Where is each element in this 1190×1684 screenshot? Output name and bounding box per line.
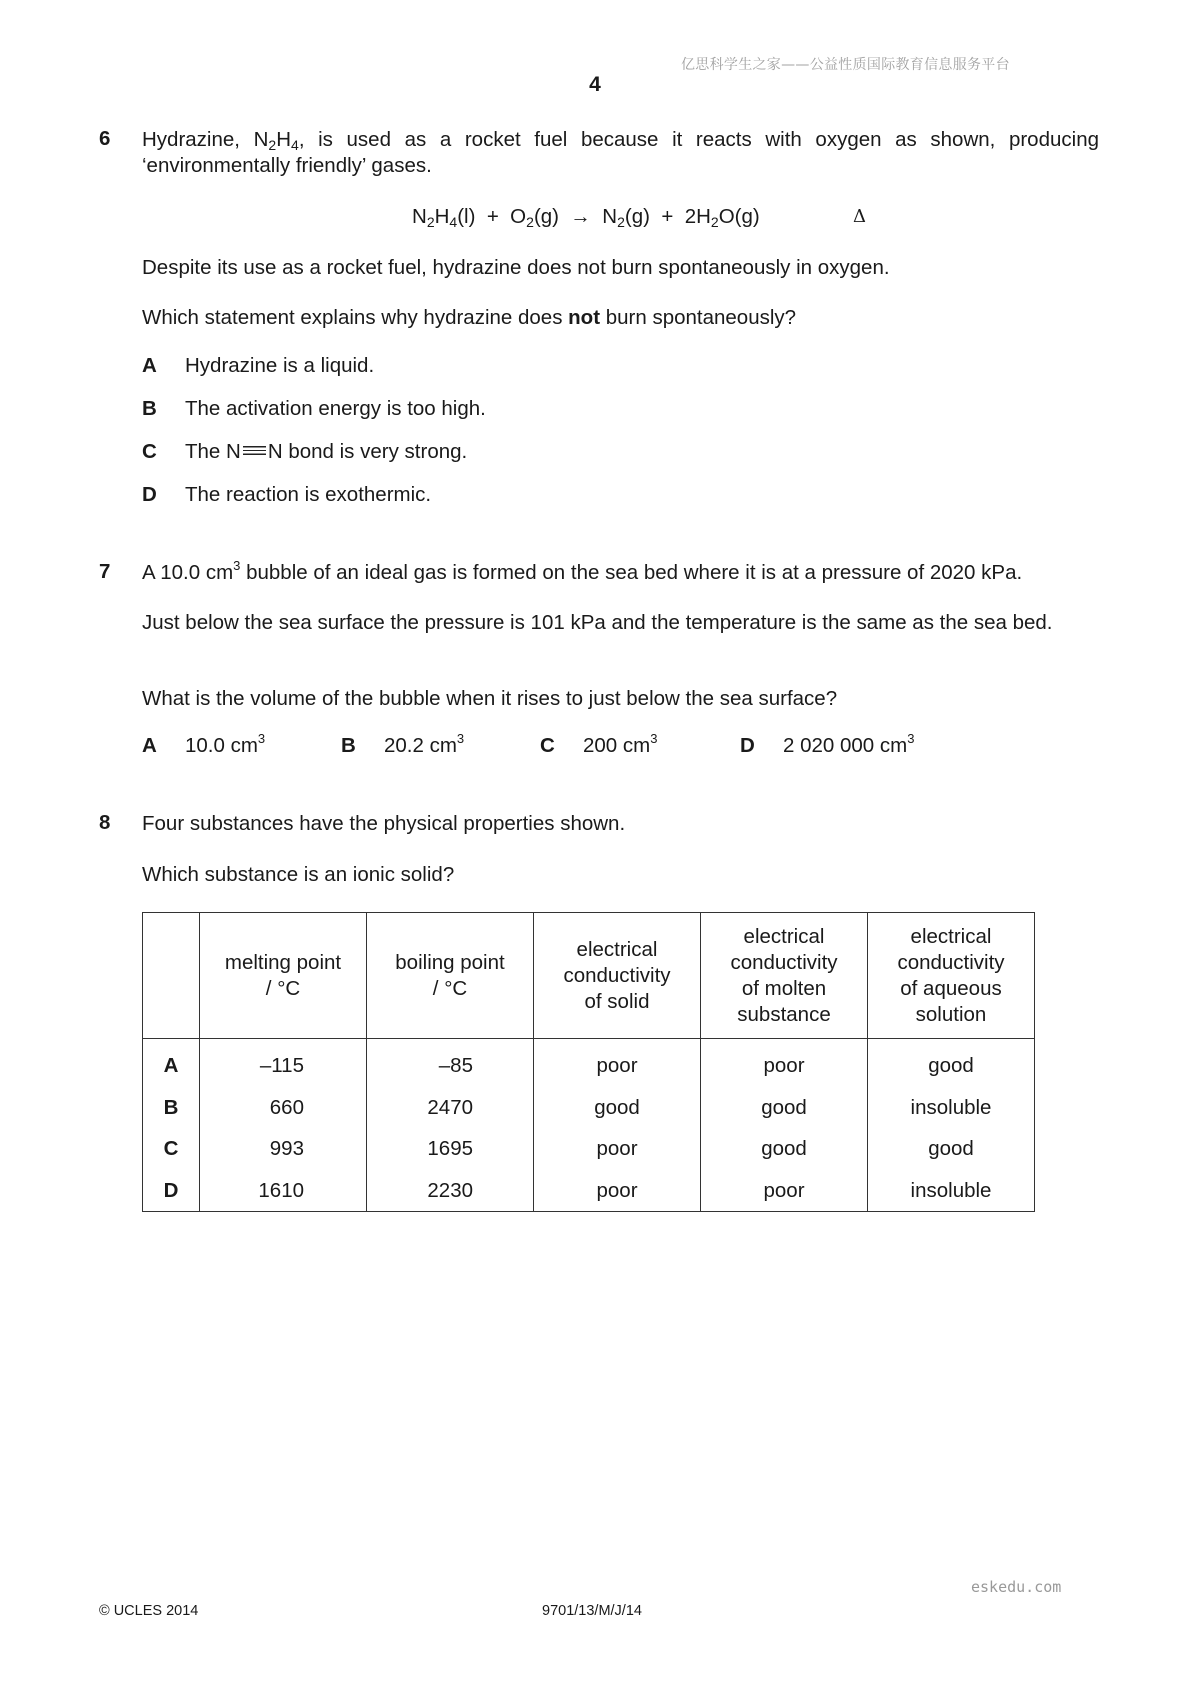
table-header-melting-point: melting point / °C: [200, 913, 367, 1039]
cell-boiling-point: 2230: [367, 1170, 534, 1212]
cell-conductivity-molten: poor: [701, 1039, 868, 1087]
option-d[interactable]: [142, 482, 431, 508]
cell-conductivity-solid: poor: [534, 1128, 701, 1170]
option-text: The activation energy is too high.: [185, 397, 486, 420]
option-letter: A: [142, 734, 157, 757]
cell-conductivity-molten: good: [701, 1128, 868, 1170]
question-8-stem: Four substances have the physical properties shown.: [142, 812, 626, 835]
cell-melting-point: 993: [200, 1128, 367, 1170]
option-d[interactable]: [740, 733, 914, 759]
table-row: [143, 1128, 1035, 1170]
option-letter: D: [740, 734, 755, 757]
question-6-statement: Despite its use as a rocket fuel, hydrazine does not burn spontaneously in oxygen.: [142, 256, 890, 279]
cell-conductivity-solid: poor: [534, 1039, 701, 1087]
watermark-text: 亿思科学生之家——公益性质国际教育信息服务平台: [681, 57, 1010, 73]
cell-conductivity-molten: poor: [701, 1170, 868, 1212]
reaction-equation: $N_2H_4(l) + O_2(g) \to N_2(g) + 2H_2O(g)$: [412, 205, 760, 230]
option-c[interactable]: [142, 439, 467, 465]
cell-conductivity-aqueous: insoluble: [868, 1170, 1035, 1212]
cell-boiling-point: –85: [367, 1039, 534, 1087]
table-row: [143, 1039, 1035, 1087]
site-watermark: eskedu.com: [971, 1578, 1062, 1596]
question-6-stem: Hydrazine, $N_2H_4$, is used as a rocket fuel because it reacts with oxygen as shown, producing ‘environmentally friendly’ gases.: [142, 128, 1099, 177]
option-letter: C: [540, 734, 555, 757]
option-letter: C: [142, 440, 157, 463]
table-header-boiling-point: boiling point / °C: [367, 913, 534, 1039]
cell-conductivity-solid: poor: [534, 1170, 701, 1212]
option-value: 20.2 $cm^3$: [384, 731, 465, 757]
triple-bond-symbol: [243, 446, 266, 455]
option-a[interactable]: [142, 733, 265, 759]
question-7-number: 7: [99, 560, 111, 583]
table-header-row: [143, 913, 1035, 1039]
delta-symbol: Δ: [853, 206, 866, 227]
question-8-number: 8: [99, 811, 111, 834]
copyright-text: © UCLES 2014: [99, 1603, 199, 1619]
option-value: 10.0 $cm^3$: [185, 731, 266, 757]
question-7-stem: A 10.0 $cm^3$ bubble of an ideal gas is formed on the sea bed where it is at a pressure of 2020 kPa.: [142, 558, 1023, 584]
option-b[interactable]: [341, 733, 464, 759]
option-b[interactable]: [142, 396, 486, 422]
option-value: 2 020 000 $cm^3$: [783, 731, 915, 757]
table-row: [143, 1170, 1035, 1212]
question-7-conditions: Just below the sea surface the pressure is 101 kPa and the temperature is the same as the sea bed.: [142, 611, 1053, 634]
option-letter: A: [142, 354, 157, 377]
properties-table: [142, 912, 1035, 1212]
cell-conductivity-aqueous: good: [868, 1128, 1035, 1170]
option-letter: D: [142, 483, 157, 506]
cell-melting-point: –115: [200, 1039, 367, 1087]
option-text: Hydrazine is a liquid.: [185, 354, 375, 377]
row-label: C: [143, 1128, 200, 1170]
row-label: B: [143, 1087, 200, 1129]
question-6-question: Which statement explains why hydrazine does not burn spontaneously?: [142, 306, 797, 329]
option-letter: B: [341, 734, 356, 757]
option-a[interactable]: [142, 353, 374, 379]
cell-melting-point: 1610: [200, 1170, 367, 1212]
option-c[interactable]: [540, 733, 657, 759]
table-header-conductivity-solid: electrical conductivity of solid: [534, 913, 701, 1039]
table-row: [143, 1087, 1035, 1129]
option-text: The reaction is exothermic.: [185, 483, 432, 506]
row-label: A: [143, 1039, 200, 1087]
cell-conductivity-molten: good: [701, 1087, 868, 1129]
table-header-conductivity-molten: electrical conductivity of molten substance: [701, 913, 868, 1039]
cell-boiling-point: 2470: [367, 1087, 534, 1129]
question-8-question: Which substance is an ionic solid?: [142, 863, 455, 886]
page-number: 4: [589, 73, 601, 96]
cell-conductivity-aqueous: good: [868, 1039, 1035, 1087]
cell-boiling-point: 1695: [367, 1128, 534, 1170]
cell-melting-point: 660: [200, 1087, 367, 1129]
cell-conductivity-aqueous: insoluble: [868, 1087, 1035, 1129]
question-6-number: 6: [99, 127, 111, 150]
table-header-empty: [143, 913, 200, 1039]
table-header-conductivity-aqueous: electrical conductivity of aqueous solution: [868, 913, 1035, 1039]
question-7-question: What is the volume of the bubble when it rises to just below the sea surface?: [142, 687, 838, 710]
option-letter: B: [142, 397, 157, 420]
option-text: The N N bond is very strong.: [185, 440, 468, 463]
cell-conductivity-solid: good: [534, 1087, 701, 1129]
option-value: 200 $cm^3$: [583, 731, 658, 757]
row-label: D: [143, 1170, 200, 1212]
paper-code: 9701/13/M/J/14: [542, 1603, 642, 1619]
